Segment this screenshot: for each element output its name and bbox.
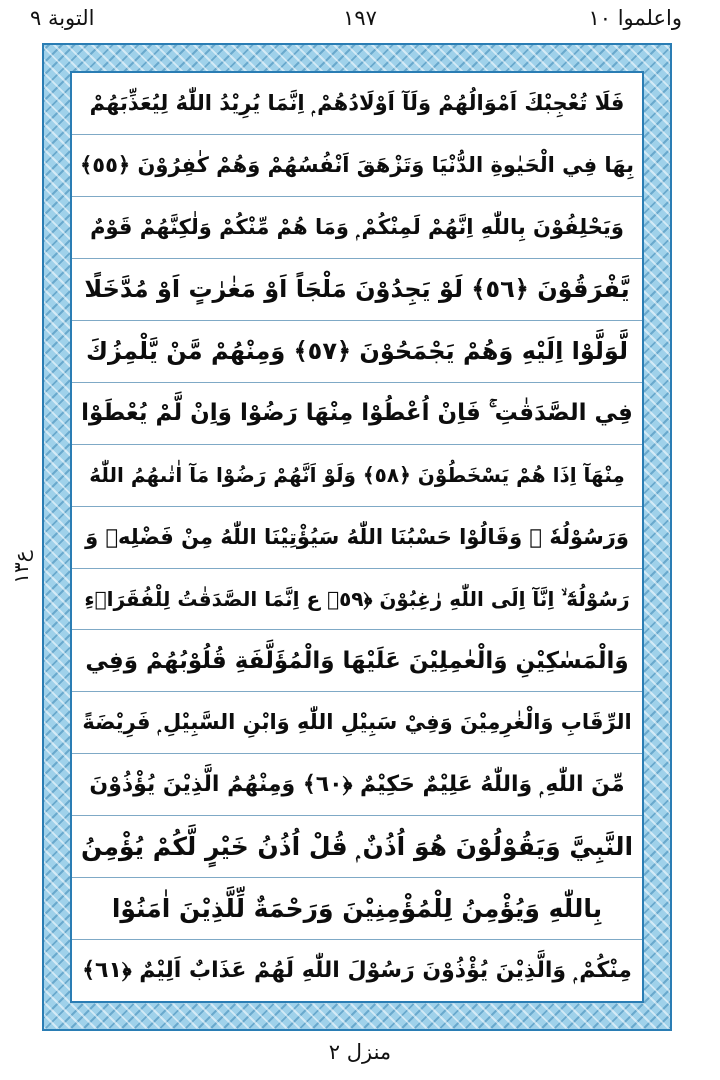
verse-line: وَيَحْلِفُوْنَ بِاللّٰهِ اِنَّهُمْ لَمِنْكُمْ ۭ وَمَا هُمْ مِّنْكُمْ وَلٰكِنَّهُمْ قَوْمٌ bbox=[72, 197, 642, 259]
juz-name: واعلموا ١٠ bbox=[588, 6, 682, 30]
verse-line: مِنْكُمْ ۭ وَالَّذِيْنَ يُؤْذُوْنَ رَسُوْلَ اللّٰهِ لَهُمْ عَذَابٌ اَلِيْمٌ ﴿٦١﴾ bbox=[82, 958, 632, 984]
verse-line: مِّنَ اللّٰهِ ۭ وَاللّٰهُ عَلِيْمٌ حَكِيْمٌ ﴿٦٠﴾ وَمِنْهُمُ الَّذِيْنَ يُؤْذُوْنَ bbox=[72, 754, 642, 816]
verse-line: يَّفْرَقُوْنَ ﴿٥٦﴾ لَوْ يَجِدُوْنَ مَلْجَاً اَوْ مَغٰرٰتٍ اَوْ مُدَّخَلًا bbox=[72, 259, 642, 321]
verse-line: فَلَا تُعْجِبْكَ اَمْوَالُهُمْ وَلَآ اَوْلَادُهُمْ ۭ اِنَّمَا يُرِيْدُ اللّٰهُ لِيُعَذِّبَهُمْ bbox=[72, 73, 642, 135]
page-header bbox=[0, 0, 720, 40]
ruku-margin-mark: ع١٣ bbox=[9, 550, 33, 584]
verse-line: مِنْهَآ اِذَا هُمْ يَسْخَطُوْنَ ﴿٥٨﴾ وَلَوْ اَنَّهُمْ رَضُوْا مَآ اٰتٰىهُمُ اللّٰهُ bbox=[72, 445, 642, 507]
surah-name: التوبة ٩ bbox=[30, 6, 95, 30]
verse-line: بِاللّٰهِ وَيُؤْمِنُ لِلْمُؤْمِنِيْنَ وَرَحْمَةٌ لِّلَّذِيْنَ اٰمَنُوْا bbox=[72, 878, 642, 940]
verse-lines bbox=[72, 73, 642, 1001]
text-panel bbox=[70, 71, 644, 1003]
verse-line: وَرَسُوْلُهٗ ۙ وَقَالُوْا حَسْبُنَا اللّٰهُ سَيُؤْتِيْنَا اللّٰهُ مِنْ فَضْلِهٖ وَ bbox=[72, 507, 642, 569]
verse-line: فِي الصَّدَقٰتِ ۚ فَاِنْ اُعْطُوْا مِنْهَا رَضُوْا وَاِنْ لَّمْ يُعْطَوْا bbox=[72, 383, 642, 445]
verse-line: لَّوَلَّوْا اِلَيْهِ وَهُمْ يَجْمَحُوْنَ ﴿٥٧﴾ وَمِنْهُمْ مَّنْ يَّلْمِزُكَ bbox=[72, 321, 642, 383]
page-number: ١٩٧ bbox=[343, 6, 377, 30]
verse-line: النَّبِيَّ وَيَقُوْلُوْنَ هُوَ اُذُنٌ ۭ قُلْ اُذُنُ خَيْرٍ لَّكُمْ يُؤْمِنُ bbox=[72, 816, 642, 878]
verse-line: الرِّقَابِ وَالْغٰرِمِيْنَ وَفِيْ سَبِيْلِ اللّٰهِ وَابْنِ السَّبِيْلِ ۭ فَرِيْضَةً bbox=[72, 692, 642, 754]
verse-line: وَالْمَسٰكِيْنِ وَالْعٰمِلِيْنَ عَلَيْهَا وَالْمُؤَلَّفَةِ قُلُوْبُهُمْ وَفِي bbox=[72, 630, 642, 692]
manzil-label: منزل ٢ bbox=[328, 1040, 392, 1064]
verse-line: بِهَا فِي الْحَيٰوةِ الدُّنْيَا وَتَزْهَقَ اَنْفُسُهُمْ وَهُمْ كٰفِرُوْنَ ﴿٥٥﴾ bbox=[72, 135, 642, 197]
verse-line: رَسُوْلُهٗٓ ۙ اِنَّآ اِلَى اللّٰهِ رٰغِبُوْنَ ﴿٥٩﴾ ع اِنَّمَا الصَّدَقٰتُ لِلْفُقَرَاۗءِ bbox=[72, 569, 642, 631]
ornamental-border bbox=[42, 43, 672, 1031]
